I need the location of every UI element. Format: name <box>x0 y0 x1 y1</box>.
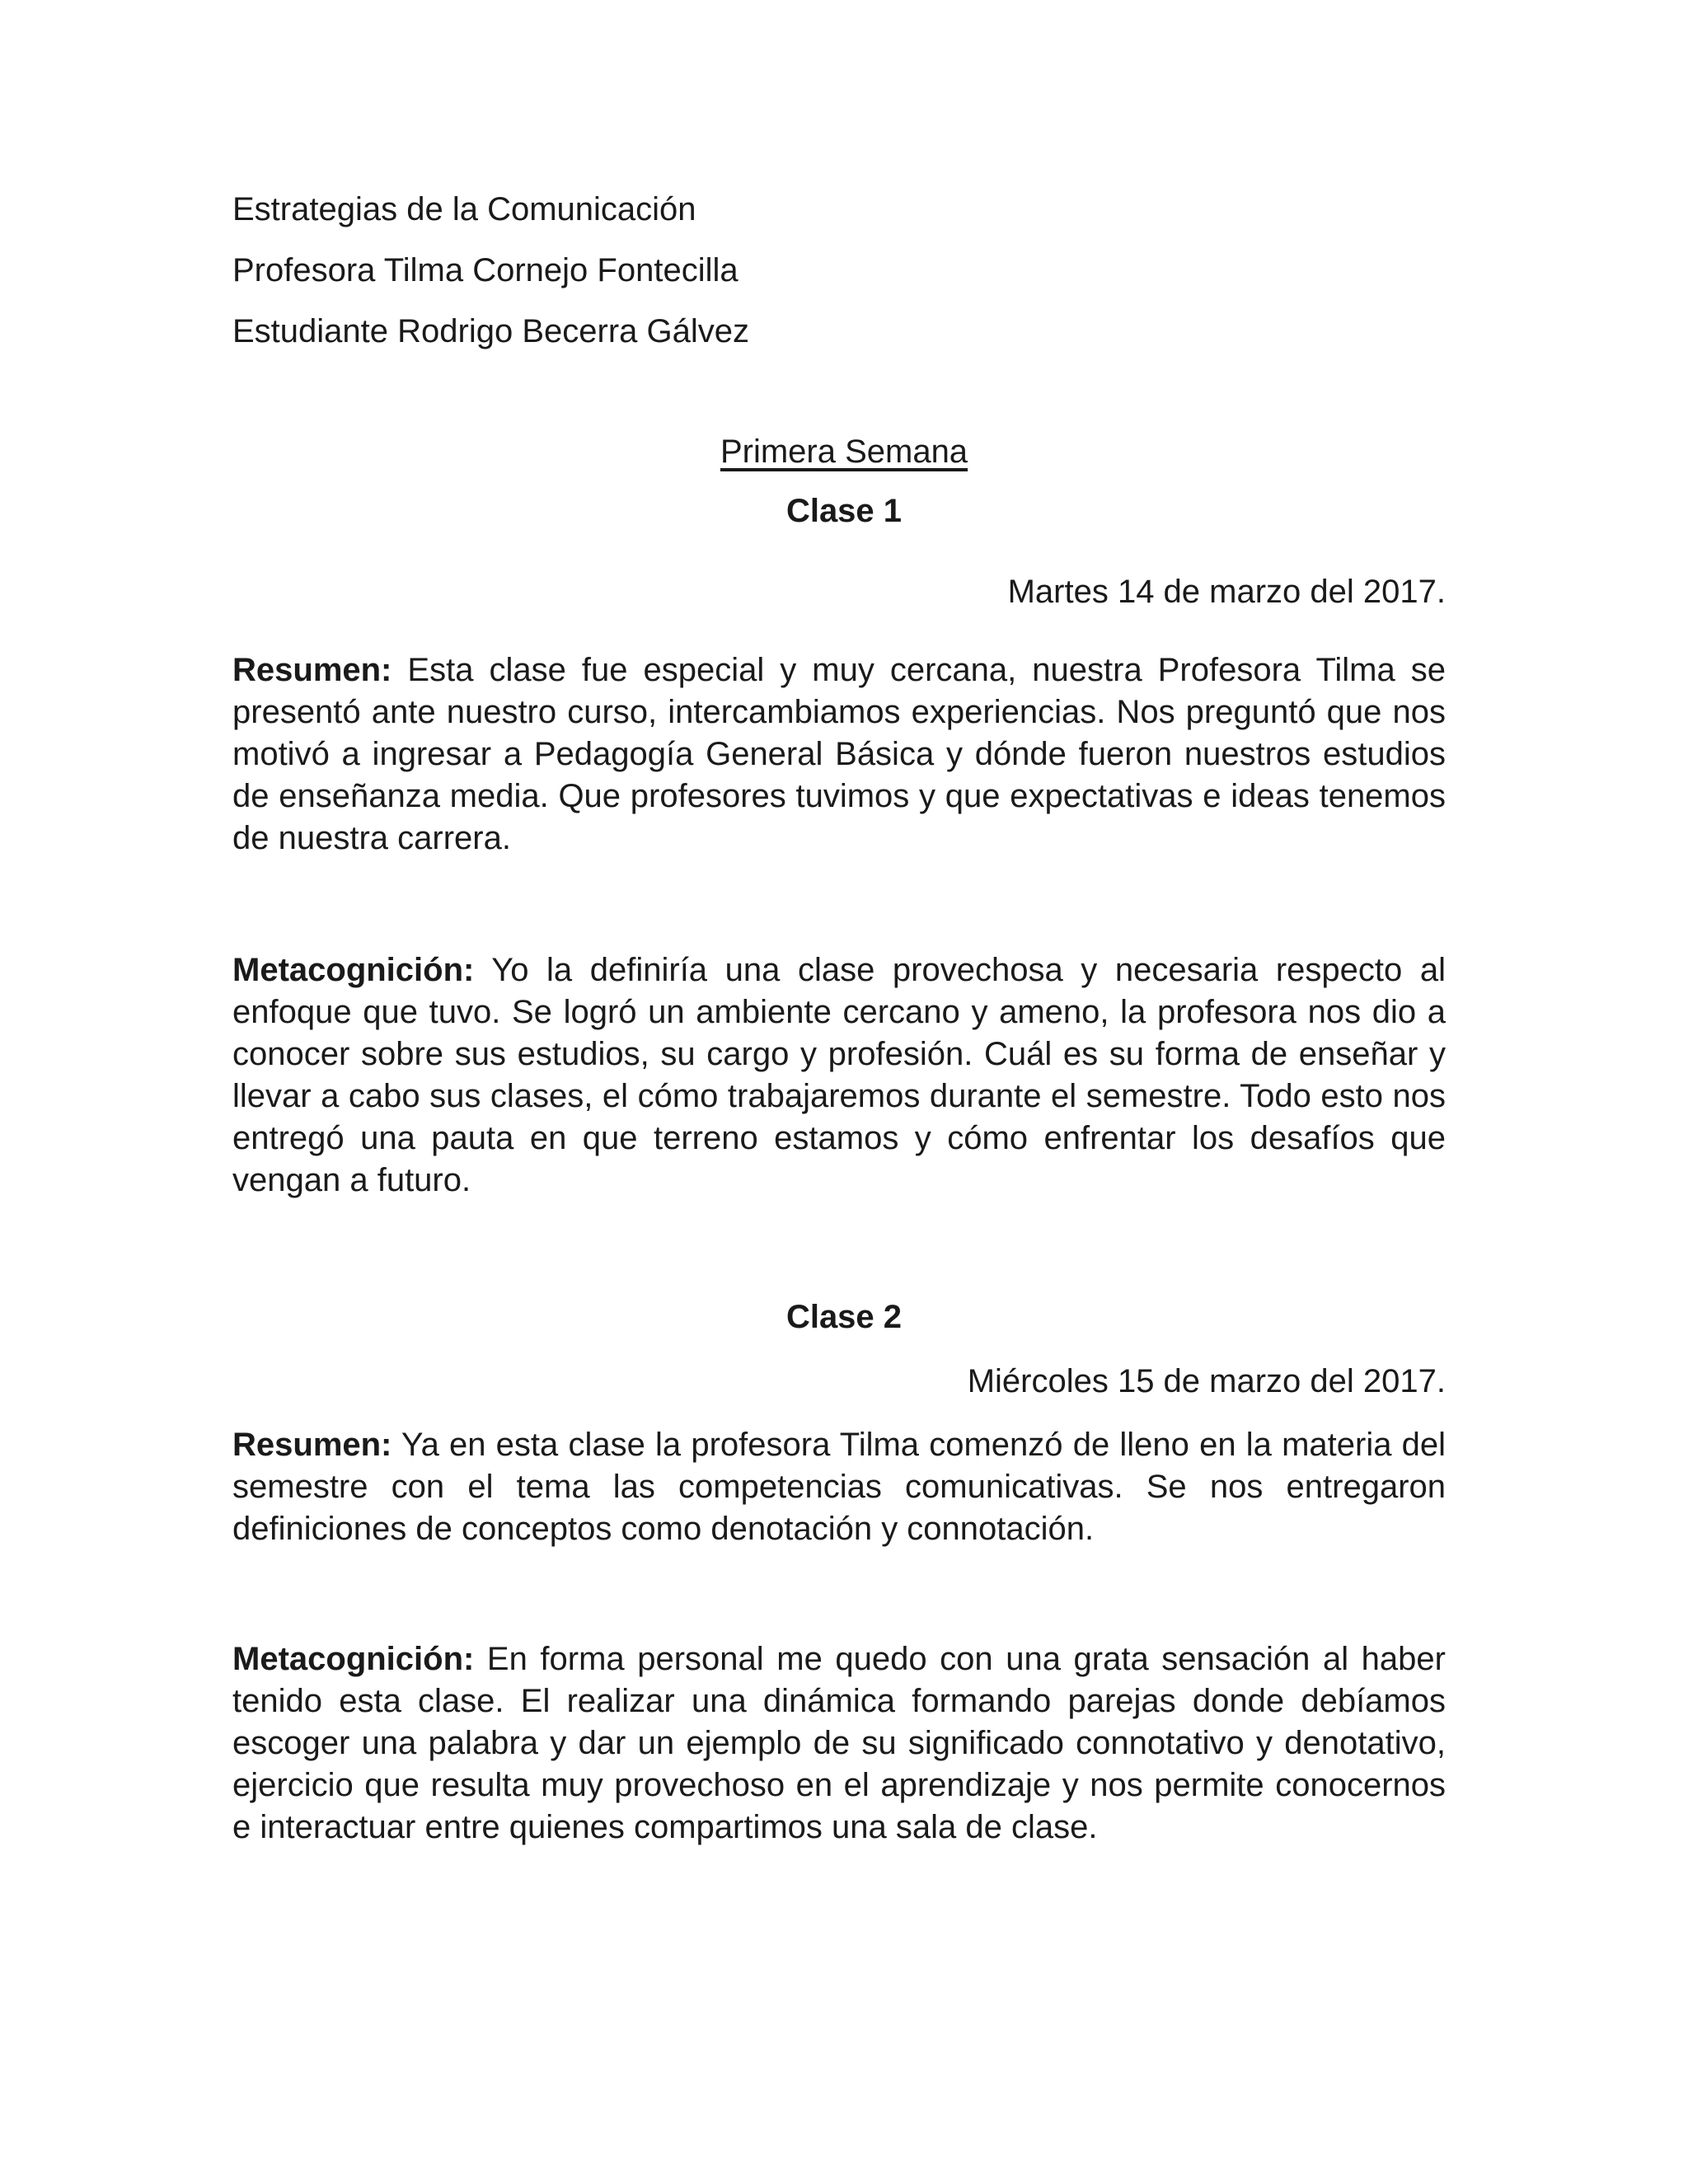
class-1-meta-text: Yo la definiría una clase provechosa y necesaria respecto al enfoque que tuvo. Se logró un ambiente cercano y ameno, la profesora nos dio a conocer sobre sus estudios, su cargo y profesión. Cuál es su forma de enseñar y llevar a cabo sus clases, el cómo trabajaremos durante el semestre. Todo esto nos entregó una pauta en que terreno estamos y cómo enfrentar los desafíos que vengan a futuro. <box>232 952 1446 1198</box>
week-title <box>0 434 1688 471</box>
student-name: Estudiante Rodrigo Becerra Gálvez <box>232 313 749 349</box>
class-2-meta-text: En forma personal me quedo con una grata sensación al haber tenido esta clase. El realizar una dinámica formando parejas donde debíamos escoger una palabra y dar un ejemplo de su significado connotativo y denotativo, ejercicio que resulta muy provechoso en el aprendizaje y nos permite conocernos e interactuar entre quienes compartimos una sala de clase. <box>232 1641 1446 1845</box>
class-2-summary <box>232 1424 1446 1550</box>
class-1-title: Clase 1 <box>785 493 903 529</box>
class-1-summary-label: Resumen: <box>232 652 392 688</box>
class-2-date: Miércoles 15 de marzo del 2017. <box>967 1363 1446 1399</box>
class-1-summary <box>232 649 1446 860</box>
class-1-date: Martes 14 de marzo del 2017. <box>1007 574 1446 610</box>
teacher-name: Profesora Tilma Cornejo Fontecilla <box>232 252 738 288</box>
class-2-title: Clase 2 <box>785 1299 903 1335</box>
class-2-summary-label: Resumen: <box>232 1427 392 1463</box>
course-name: Estrategias de la Comunicación <box>232 191 696 227</box>
class-2-summary-text: Ya en esta clase la profesora Tilma comenzó de lleno en la materia del semestre con el tema las competencias comunicativas. Se nos entregaron definiciones de conceptos como denotación y connotación. <box>232 1427 1447 1547</box>
class-1-meta-label: Metacognición: <box>232 952 475 988</box>
week-title-text: Primera Semana <box>720 434 968 470</box>
class-2-metacognition <box>232 1638 1446 1849</box>
class-2-meta-label: Metacognición: <box>232 1641 475 1677</box>
class-1-summary-text: Esta clase fue especial y muy cercana, nuestra Profesora Tilma se presentó ante nuestro curso, intercambiamos experiencias. Nos preguntó que nos motivó a ingresar a Pedagogía General Básica y dónde fueron nuestros estudios de enseñanza media. Que profesores tuvimos y que expectativas e ideas tenemos de nuestra carrera. <box>232 652 1447 856</box>
class-1-metacognition <box>232 949 1446 1202</box>
